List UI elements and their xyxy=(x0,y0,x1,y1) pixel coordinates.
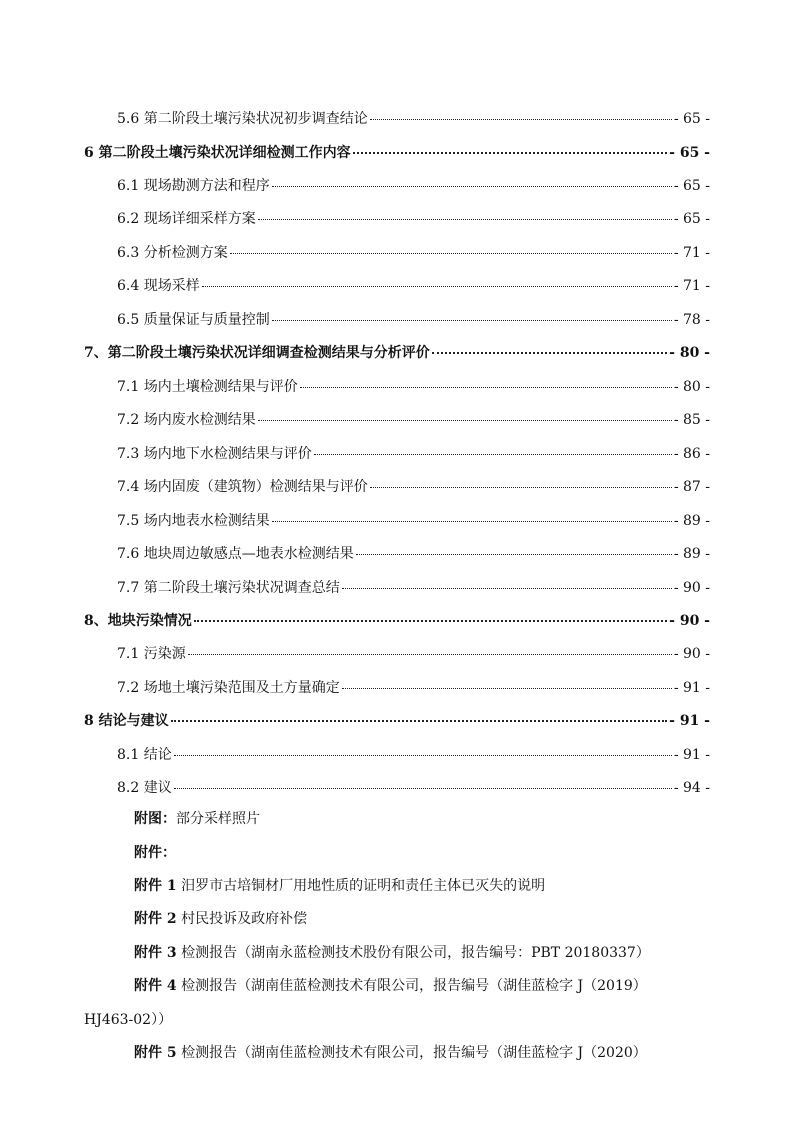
attachment-label: 附件 4 xyxy=(134,978,177,994)
toc-leader xyxy=(342,588,672,589)
toc-entry-page: - 90 - xyxy=(673,646,710,662)
toc-leader xyxy=(353,152,668,154)
toc-entry-page: - 91 - xyxy=(673,680,710,696)
toc-entry-page: - 91 - xyxy=(669,713,710,729)
toc-leader xyxy=(188,654,672,655)
attachment-item xyxy=(134,975,710,995)
attachment-text: 检测报告（湖南佳蓝检测技术有限公司，报告编号（湖佳蓝检字 J（2019） xyxy=(181,978,647,994)
attachments-heading: 附件： xyxy=(134,845,176,861)
toc-entry[interactable] xyxy=(117,510,710,530)
toc-entry[interactable] xyxy=(117,376,710,396)
toc-entry-title: 7.2 场地土壤污染范围及土方量确定 xyxy=(117,680,340,696)
toc-leader xyxy=(342,688,672,689)
toc-leader xyxy=(272,186,672,187)
attachment-item xyxy=(134,1042,710,1062)
toc-entry[interactable] xyxy=(117,476,710,496)
toc-entry[interactable] xyxy=(117,643,710,663)
toc-entry-page: - 89 - xyxy=(673,546,710,562)
toc-entry-page: - 91 - xyxy=(673,747,710,763)
toc-entry[interactable] xyxy=(117,108,710,128)
toc-entry[interactable] xyxy=(84,610,710,630)
toc-entry-page: - 71 - xyxy=(673,278,710,294)
toc-leader xyxy=(300,387,672,388)
toc-entry-title: 8.1 结论 xyxy=(117,747,172,763)
toc-entry-title: 8 结论与建议 xyxy=(84,713,169,729)
toc-entry-title: 6.2 现场详细采样方案 xyxy=(117,211,256,227)
attachment-label: 附件 1 xyxy=(134,878,177,894)
figure-appendix-line xyxy=(134,808,710,828)
attachment-label: 附件 3 xyxy=(134,945,177,961)
toc-entry[interactable] xyxy=(84,710,710,730)
toc-entry-page: - 87 - xyxy=(673,479,710,495)
toc-entry[interactable] xyxy=(84,342,710,362)
attachment-item xyxy=(134,875,710,895)
toc-entry[interactable] xyxy=(117,309,710,329)
toc-entry[interactable] xyxy=(117,744,710,764)
toc-entry-title: 6.1 现场勘测方法和程序 xyxy=(117,178,270,194)
toc-leader xyxy=(258,420,672,421)
toc-entry-page: - 65 - xyxy=(673,211,710,227)
figure-appendix-text: 部分采样照片 xyxy=(176,811,260,827)
toc-leader xyxy=(432,352,667,354)
toc-entry-title: 7.2 场内废水检测结果 xyxy=(117,412,256,428)
attachment-continuation: HJ463-02）） xyxy=(84,1012,173,1028)
attachment-text: 村民投诉及政府补偿 xyxy=(181,911,308,927)
toc-entry-page: - 86 - xyxy=(673,446,710,462)
attachment-text: 汨罗市古培铜材厂用地性质的证明和责任主体已灭失的说明 xyxy=(181,878,546,894)
toc-entry-page: - 85 - xyxy=(673,412,710,428)
toc-entry-title: 7.7 第二阶段土壤污染状况调查总结 xyxy=(117,580,340,596)
toc-entry-page: - 90 - xyxy=(669,613,710,629)
attachment-text: 检测报告（湖南佳蓝检测技术有限公司，报告编号（湖佳蓝检字 J（2020） xyxy=(181,1045,647,1061)
toc-leader xyxy=(230,253,672,254)
toc-entry-page: - 71 - xyxy=(673,245,710,261)
toc-entry-page: - 94 - xyxy=(673,780,710,796)
toc-entry-page: - 65 - xyxy=(673,111,710,127)
toc-entry[interactable] xyxy=(117,677,710,697)
toc-entry-title: 8、地块污染情况 xyxy=(84,613,192,629)
toc-entry[interactable] xyxy=(117,242,710,262)
toc-entry-page: - 78 - xyxy=(673,312,710,328)
toc-entry-title: 7.4 场内固废（建筑物）检测结果与评价 xyxy=(117,479,368,495)
toc-entry[interactable] xyxy=(117,543,710,563)
toc-entry[interactable] xyxy=(84,142,710,162)
toc-entry-title: 7、第二阶段土壤污染状况详细调查检测结果与分析评价 xyxy=(84,345,430,361)
toc-entry[interactable] xyxy=(117,208,710,228)
toc-entry-page: - 89 - xyxy=(673,513,710,529)
toc-entry-title: 6.5 质量保证与质量控制 xyxy=(117,312,270,328)
toc-leader xyxy=(202,286,672,287)
toc-entry-title: 7.1 场内土壤检测结果与评价 xyxy=(117,379,298,395)
toc-entry-title: 7.3 场内地下水检测结果与评价 xyxy=(117,446,312,462)
attachment-label: 附件 2 xyxy=(134,911,177,927)
figure-appendix-label: 附图： xyxy=(134,811,176,827)
toc-entry-page: - 65 - xyxy=(673,178,710,194)
toc-leader xyxy=(194,620,667,622)
toc-leader xyxy=(272,521,672,522)
toc-leader xyxy=(272,320,672,321)
toc-entry-page: - 80 - xyxy=(673,379,710,395)
attachment-text: 检测报告（湖南永蓝检测技术股份有限公司，报告编号：PBT 20180337） xyxy=(181,945,650,961)
toc-leader xyxy=(370,487,672,488)
toc-entry[interactable] xyxy=(117,777,710,797)
toc-entry-page: - 80 - xyxy=(669,345,710,361)
attachment-label: 附件 5 xyxy=(134,1045,177,1061)
toc-entry-title: 6.3 分析检测方案 xyxy=(117,245,228,261)
toc-entry-title: 7.6 地块周边敏感点—地表水检测结果 xyxy=(117,546,354,562)
toc-leader xyxy=(356,554,672,555)
toc-entry-title: 7.5 场内地表水检测结果 xyxy=(117,513,270,529)
toc-leader xyxy=(258,219,672,220)
toc-leader xyxy=(171,720,668,722)
toc-entry-title: 6 第二阶段土壤污染状况详细检测工作内容 xyxy=(84,145,351,161)
attachment-item xyxy=(134,942,710,962)
toc-entry-title: 5.6 第二阶段土壤污染状况初步调查结论 xyxy=(117,111,368,127)
toc-leader xyxy=(314,454,672,455)
toc-leader xyxy=(174,788,672,789)
toc-entry[interactable] xyxy=(117,275,710,295)
toc-entry[interactable] xyxy=(117,577,710,597)
toc-entry-page: - 90 - xyxy=(673,580,710,596)
toc-leader xyxy=(174,755,672,756)
toc-entry[interactable] xyxy=(117,443,710,463)
toc-entry-title: 7.1 污染源 xyxy=(117,646,186,662)
attachments-heading-line xyxy=(134,842,710,862)
toc-entry[interactable] xyxy=(117,175,710,195)
toc-leader xyxy=(370,119,672,120)
toc-entry-page: - 65 - xyxy=(669,145,710,161)
toc-entry[interactable] xyxy=(117,409,710,429)
attachment-item xyxy=(134,908,710,928)
toc-entry-title: 8.2 建议 xyxy=(117,780,172,796)
toc-entry-title: 6.4 现场采样 xyxy=(117,278,200,294)
